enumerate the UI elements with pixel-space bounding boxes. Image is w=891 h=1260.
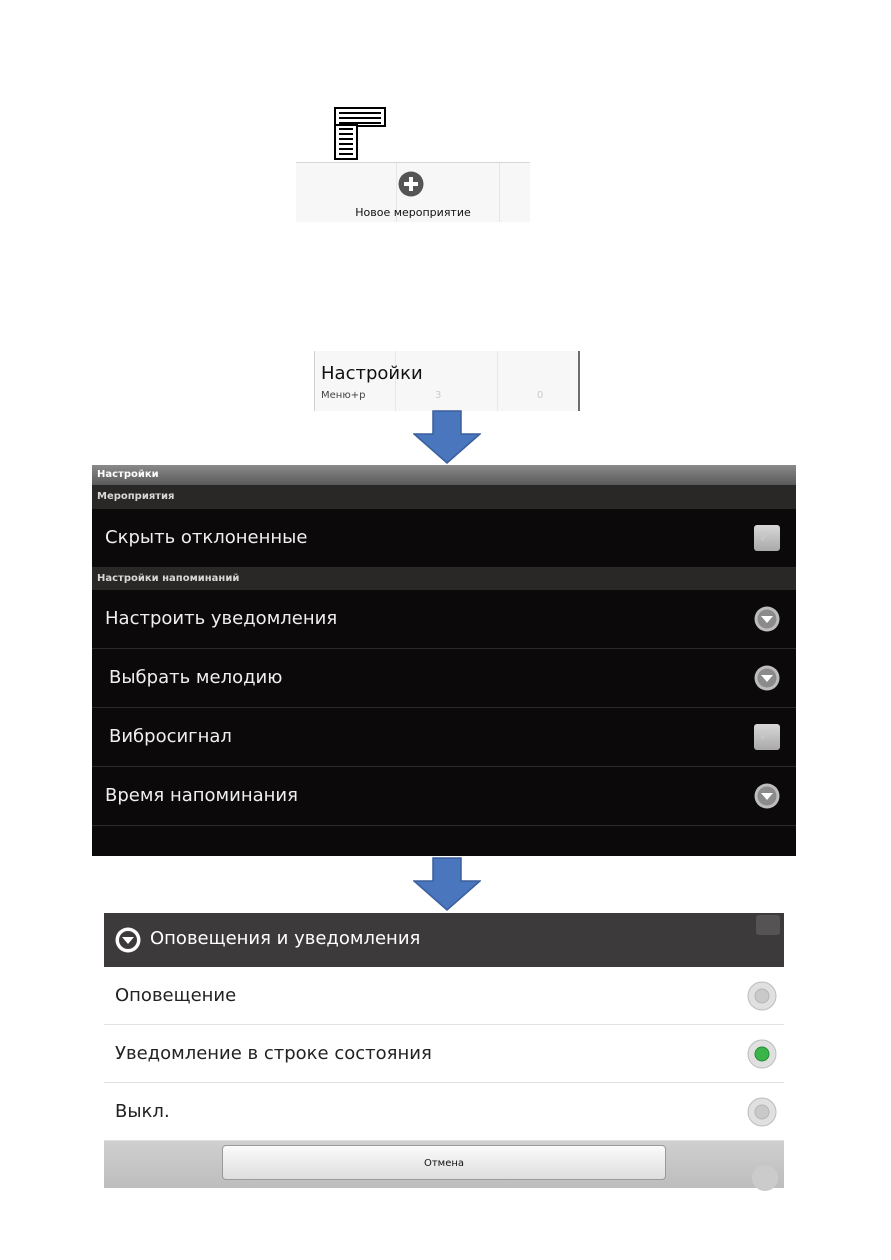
notifications-dialog [104,913,784,1180]
checkbox[interactable] [754,525,780,551]
pref-label: Настроить уведомления [105,608,338,629]
option-label: Уведомление в строке состояния [115,1043,432,1064]
chevron-down-circle-icon [754,665,780,691]
section-header-events: Мероприятия [92,485,796,509]
arrow-down-icon [413,410,481,464]
pref-label: Скрыть отклоненные [105,527,308,548]
checkbox[interactable] [754,724,780,750]
arrow-down-icon [413,857,481,911]
chevron-down-circle-icon [754,783,780,809]
pref-configure-notifications[interactable] [92,590,796,649]
menu-icon[interactable] [334,107,386,160]
menu-separator [497,351,498,411]
settings-menu-title: Настройки [321,363,423,384]
add-icon [398,171,424,197]
option-label: Выкл. [115,1101,170,1122]
option-off[interactable] [104,1083,784,1141]
radio-button[interactable] [747,981,777,1011]
dialog-title: Оповещения и уведомления [150,928,421,949]
check-icon: ✓ [758,526,774,547]
settings-menu-shortcut: Меню+p [321,390,366,401]
option-alert[interactable] [104,967,784,1025]
chevron-down-circle-icon [754,606,780,632]
pref-reminder-time[interactable] [92,767,796,826]
option-label: Оповещение [115,985,237,1006]
pref-vibrate[interactable] [92,708,796,767]
background-checkbox [756,915,780,935]
screen-title: Настройки [92,465,796,485]
radio-button-selected[interactable] [747,1039,777,1069]
section-header-reminders: Настройки напоминаний [92,568,796,590]
check-icon: ✓ [758,725,774,746]
settings-screen [92,465,796,856]
radio-button[interactable] [747,1097,777,1127]
settings-menu-item[interactable] [314,351,580,411]
pref-label: Выбрать мелодию [109,667,283,688]
ghost-label: 3 [435,390,442,401]
pref-label: Время напоминания [105,785,298,806]
cancel-button[interactable]: Отмена [222,1145,666,1180]
ghost-label: 0 [537,390,544,401]
option-status-bar[interactable] [104,1025,784,1083]
new-event-label: Новое мероприятие [355,206,471,219]
chevron-down-circle-icon [115,927,141,953]
background-radio [752,1165,778,1191]
dialog-footer [104,1141,784,1188]
pref-choose-ringtone[interactable] [92,649,796,708]
new-event-menu-item[interactable] [296,162,530,222]
pref-hide-declined[interactable] [92,509,796,568]
dialog-header [104,913,784,967]
pref-label: Вибросигнал [109,726,232,747]
